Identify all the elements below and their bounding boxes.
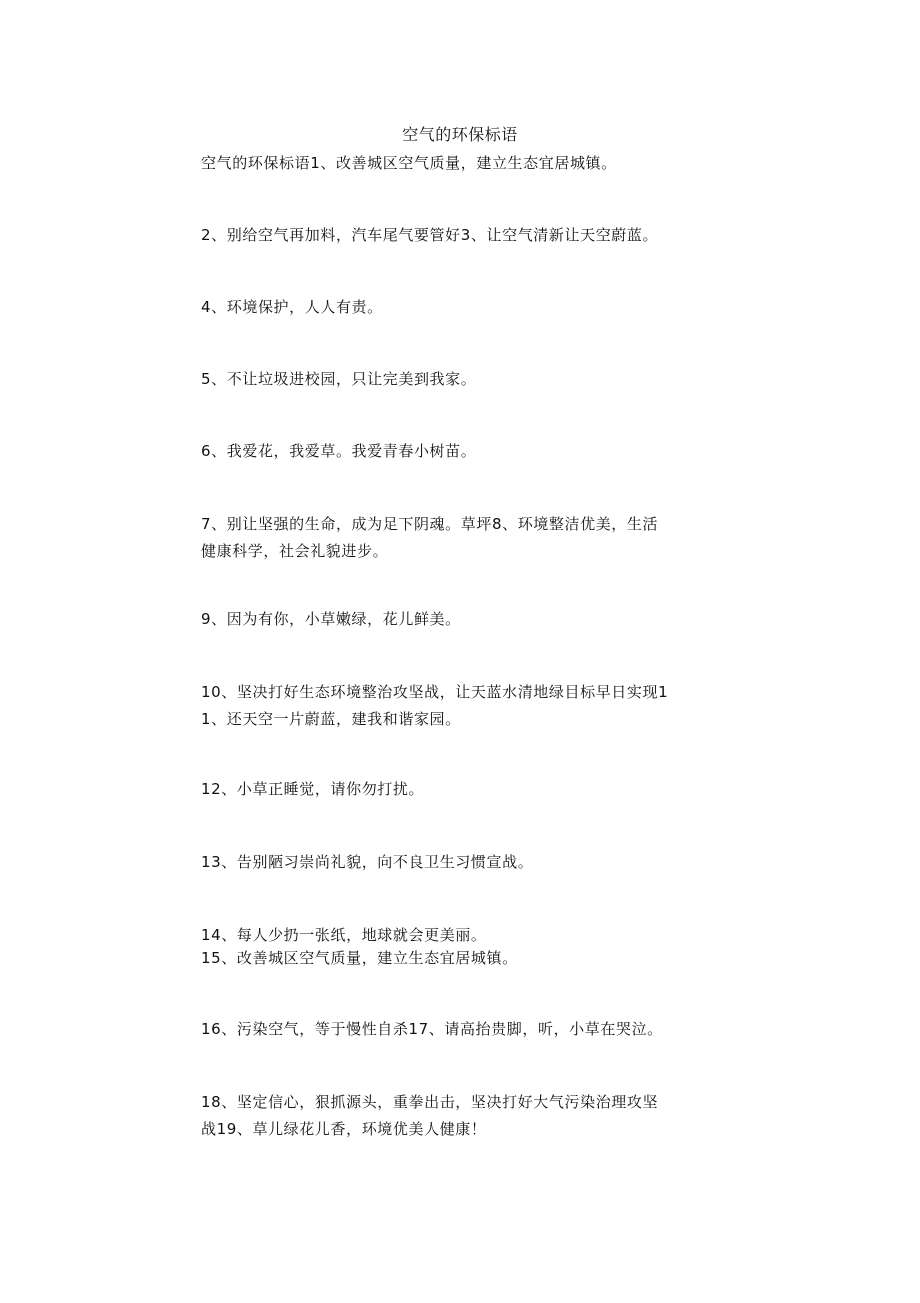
slogan-paragraph <box>201 222 716 249</box>
slogan-line: 健康科学，社会礼貌进步。 <box>201 542 389 560</box>
slogan-line: 战19、草儿绿花儿香，环境优美人健康！ <box>201 1120 487 1138</box>
slogan-line: 5、不让垃圾进校园，只让完美到我家。 <box>201 370 477 388</box>
slogan-line: 13、告别陋习崇尚礼貌，向不良卫生习惯宣战。 <box>201 853 534 871</box>
slogan-line: 7、别让坚强的生命，成为足下阴魂。草坪8、环境整洁优美，生活 <box>201 515 659 533</box>
slogan-paragraph <box>201 150 716 177</box>
slogan-line: 16、污染空气，等于慢性自杀17、请高抬贵脚，听，小草在哭泣。 <box>201 1020 663 1038</box>
slogan-paragraph <box>201 679 716 733</box>
slogan-line: 14、每人少扔一张纸，地球就会更美丽。 <box>201 926 487 944</box>
slogan-line: 空气的环保标语1、改善城区空气质量，建立生态宜居城镇。 <box>201 154 617 172</box>
slogan-paragraph <box>201 849 716 876</box>
slogan-paragraph <box>201 776 716 803</box>
slogan-paragraph <box>201 294 716 321</box>
slogan-paragraph <box>201 1089 716 1143</box>
document-title: 空气的环保标语 <box>402 125 518 144</box>
slogan-paragraph <box>201 606 716 633</box>
slogan-paragraph <box>201 366 716 393</box>
slogan-line: 12、小草正睡觉，请你勿打扰。 <box>201 780 425 798</box>
slogan-paragraph <box>201 1016 716 1043</box>
slogan-line: 4、环境保护，人人有责。 <box>201 298 383 316</box>
slogan-paragraph <box>201 511 716 565</box>
slogan-line: 15、改善城区空气质量，建立生态宜居城镇。 <box>201 949 518 967</box>
slogan-line: 2、别给空气再加料，汽车尾气要管好3、让空气清新让天空蔚蓝。 <box>201 226 659 244</box>
slogan-line: 6、我爱花，我爱草。我爱青春小树苗。 <box>201 442 477 460</box>
slogan-paragraph <box>201 438 716 465</box>
slogan-line: 18、坚定信心，狠抓源头，重拳出击，坚决打好大气污染治理攻坚 <box>201 1093 659 1111</box>
slogan-line: 9、因为有你，小草嫩绿，花儿鲜美。 <box>201 610 461 628</box>
slogan-paragraph <box>201 922 716 972</box>
slogan-line: 1、还天空一片蔚蓝，建我和谐家园。 <box>201 710 461 728</box>
slogan-line: 10、坚决打好生态环境整治攻坚战，让天蓝水清地绿目标早日实现1 <box>201 683 669 701</box>
